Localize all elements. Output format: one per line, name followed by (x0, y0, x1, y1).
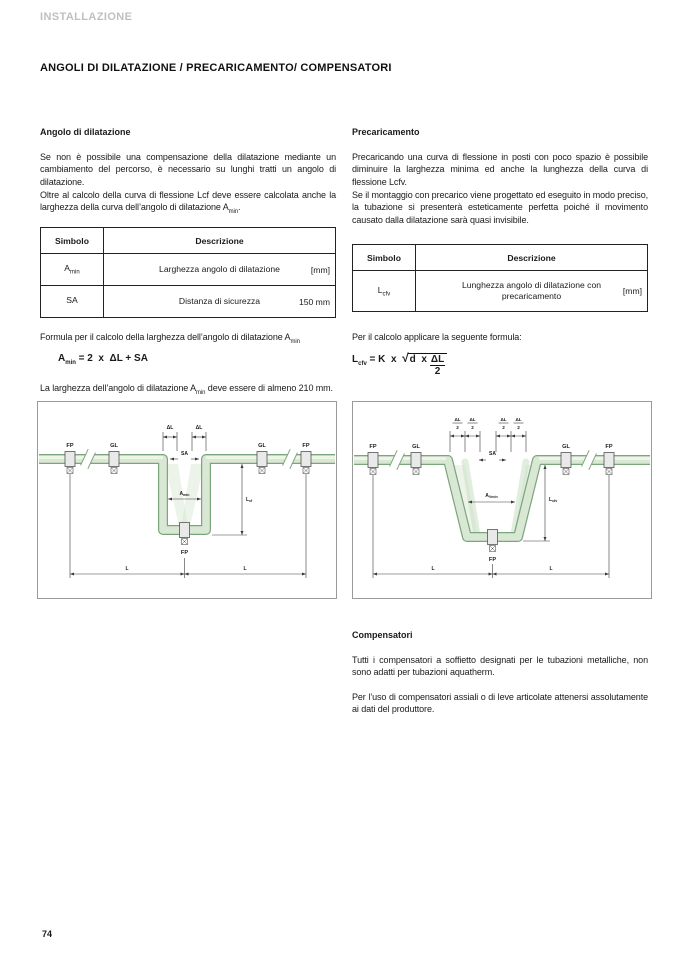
left-note-sub: min (196, 389, 206, 396)
unit-text: 150 mm (298, 296, 330, 307)
column-header-simbolo: Simbolo (41, 228, 104, 254)
svg-text:Lcfv: $L_{cfv}$ (549, 497, 558, 504)
left-note-end: deve essere di almeno 210 mm. (205, 383, 333, 393)
left-paragraph-2-end: . (238, 202, 241, 213)
right-paragraph-1: Precaricando una curva di flessione in posti con poco spazio è possibile diminuire la larghezza minima ed anche la lunghezza della curva di flessione Lcfv. (352, 152, 648, 187)
fraction-numerator: ΔL (430, 354, 445, 365)
formula-sub: cfv (358, 361, 367, 367)
formula-sub: min (65, 360, 76, 366)
sa-dimension (170, 451, 199, 461)
gl-label: GL (412, 444, 420, 450)
svg-text:L: L (125, 566, 129, 572)
left-formula (58, 353, 148, 366)
page-kicker: INSTALLAZIONE (40, 11, 133, 23)
svg-text:2: 2 (517, 425, 520, 430)
svg-text:Lcf: $L_{cf}$ (246, 497, 253, 504)
l-cf-dimension (212, 464, 253, 535)
left-paragraph-2 (40, 189, 336, 219)
left-paragraph-1: Se non è possibile una compensazione della dilatazione mediante un cambiamento del percorso, è necessario su lunghi tratti un angolo di dilatazione. (40, 152, 336, 187)
symbol-cell (353, 271, 416, 312)
fixed-point-clamp-icon (65, 452, 75, 474)
symbol-sub: cfv (382, 291, 391, 298)
unit-text: [mm] (622, 286, 642, 296)
left-formula-intro-text: Formula per il calcolo della larghezza dell’angolo di dilatazione A (40, 332, 291, 342)
sqrt-symbol: √ (402, 351, 409, 365)
pipe-run (354, 459, 650, 538)
fp-label: FP (369, 444, 377, 450)
delta-l-half-dimension (496, 417, 526, 452)
svg-text:ΔL: ΔL (454, 417, 461, 422)
svg-text:L: L (431, 566, 435, 572)
gl-label: GL (562, 444, 570, 450)
expansion-loop-diagram (37, 401, 337, 599)
formula-eq: = K x (366, 354, 403, 365)
left-formula-intro-sub: min (290, 338, 300, 345)
a-vmin-dimension (468, 493, 515, 504)
left-note (40, 382, 336, 399)
fixed-point-clamp-icon (368, 453, 378, 475)
left-spec-table (40, 227, 336, 318)
table-row (41, 286, 336, 318)
gl-label: GL (110, 443, 118, 449)
svg-text:L: L (549, 566, 553, 572)
gl-label: GL (258, 443, 266, 449)
column-header-simbolo: Simbolo (353, 245, 416, 271)
delta-l-dimension (192, 425, 206, 451)
fp-label: FP (180, 550, 189, 556)
svg-text:SA: SA (489, 451, 496, 457)
compensatori-heading: Compensatori (352, 630, 413, 640)
delta-l-dimension (163, 425, 177, 451)
description-cell (104, 254, 336, 286)
column-header-descrizione: Descrizione (416, 245, 648, 271)
formula-rest: = 2 x ΔL + SA (75, 353, 148, 364)
symbol-text: SA (66, 295, 78, 306)
right-formula-intro: Per il calcolo applicare la seguente formula: (352, 332, 522, 342)
fp-label: FP (605, 444, 613, 450)
left-paragraph-2-text: Oltre al calcolo della curva di flessione Lcf deve essere calcolata anche la larghezza della curva dell’angolo di dilatazione A (40, 190, 336, 213)
right-section-heading: Precaricamento (352, 127, 420, 137)
formula-radicand (408, 353, 448, 377)
right-spec-table (352, 244, 648, 312)
unit-text: [mm] (310, 264, 330, 275)
formula-base: A (58, 353, 66, 364)
formula-base: L (352, 354, 359, 365)
description-text: Distanza di sicurezza (178, 296, 261, 306)
svg-text:2: 2 (502, 425, 505, 430)
table-header-row (41, 228, 336, 254)
fixed-point-clamp-icon (301, 452, 311, 474)
svg-text:ΔL: ΔL (515, 417, 522, 422)
fraction-denominator: 2 (434, 366, 441, 377)
svg-text:ΔL: ΔL (195, 425, 203, 431)
column-header-descrizione: Descrizione (104, 228, 336, 254)
right-paragraph-2: Se il montaggio con precarico viene progettato ed eseguito in modo preciso, la tubazione si presenterà esteticamente perfetta poiché il movimento causato dalla dilatazione sarà quasi invisibile. (352, 190, 648, 225)
radicand-text: d x (409, 354, 427, 365)
description-text: Lunghezza angolo di dilatazione con precaricamento (461, 280, 602, 301)
svg-text:ΔL: ΔL (500, 417, 507, 422)
symbol-sub: min (70, 269, 80, 276)
compensatori-paragraph-2: Per l’uso di compensatori assiali o di leve articolate attenersi assolutamente ai dati del produttore. (352, 692, 648, 715)
svg-text:SA: SA (181, 451, 188, 457)
guide-clamp-icon (561, 453, 571, 475)
svg-text:Amin: $A_{min}$ (179, 491, 190, 498)
description-cell (416, 271, 648, 312)
description-text: Larghezza angolo di dilatazione (159, 264, 280, 274)
fp-label: FP (66, 443, 74, 449)
table-header-row (353, 245, 648, 271)
guide-clamp-icon (109, 452, 119, 474)
symbol-text: A (64, 263, 71, 274)
svg-text:AVmin: $A_{Vmin}$ (485, 493, 498, 500)
svg-text:ΔL: ΔL (469, 417, 476, 422)
left-paragraph-2-sub: min (228, 209, 239, 216)
description-cell (104, 286, 336, 318)
preload-loop-diagram (352, 401, 652, 599)
svg-text:L: L (243, 566, 247, 572)
right-formula (352, 351, 447, 377)
sa-dimension (479, 451, 506, 462)
left-section-heading: Angolo di dilatazione (40, 127, 131, 137)
table-row (353, 271, 648, 312)
page-number: 74 (42, 929, 53, 939)
symbol-cell (41, 254, 104, 286)
symbol-text: L (377, 284, 383, 295)
guide-clamp-icon (257, 452, 267, 474)
left-note-text: La larghezza dell’angolo di dilatazione A (40, 383, 197, 393)
preload-loop-svg (353, 402, 651, 598)
fixed-point-clamp-icon (604, 453, 614, 475)
left-formula-intro (40, 331, 336, 348)
svg-text:ΔL: ΔL (166, 425, 174, 431)
fp-label: FP (488, 557, 497, 563)
page-title: ANGOLI DI DILATAZIONE / PRECARICAMENTO/ COMPENSATORI (40, 62, 392, 74)
fixed-point-clamp-icon (180, 523, 190, 545)
expansion-loop-svg (38, 402, 336, 598)
formula-fraction (430, 354, 445, 377)
svg-text:2: 2 (456, 425, 459, 430)
symbol-cell (41, 286, 104, 318)
fp-label: FP (302, 443, 310, 449)
compensatori-paragraph-1: Tutti i compensatori a soffietto designati per le tubazioni metalliche, non sono adatti per tubazioni aquatherm. (352, 655, 648, 678)
guide-clamp-icon (411, 453, 421, 475)
delta-l-half-dimension (450, 417, 480, 452)
fixed-point-clamp-icon (488, 530, 498, 552)
svg-text:2: 2 (471, 425, 474, 430)
table-row (41, 254, 336, 286)
